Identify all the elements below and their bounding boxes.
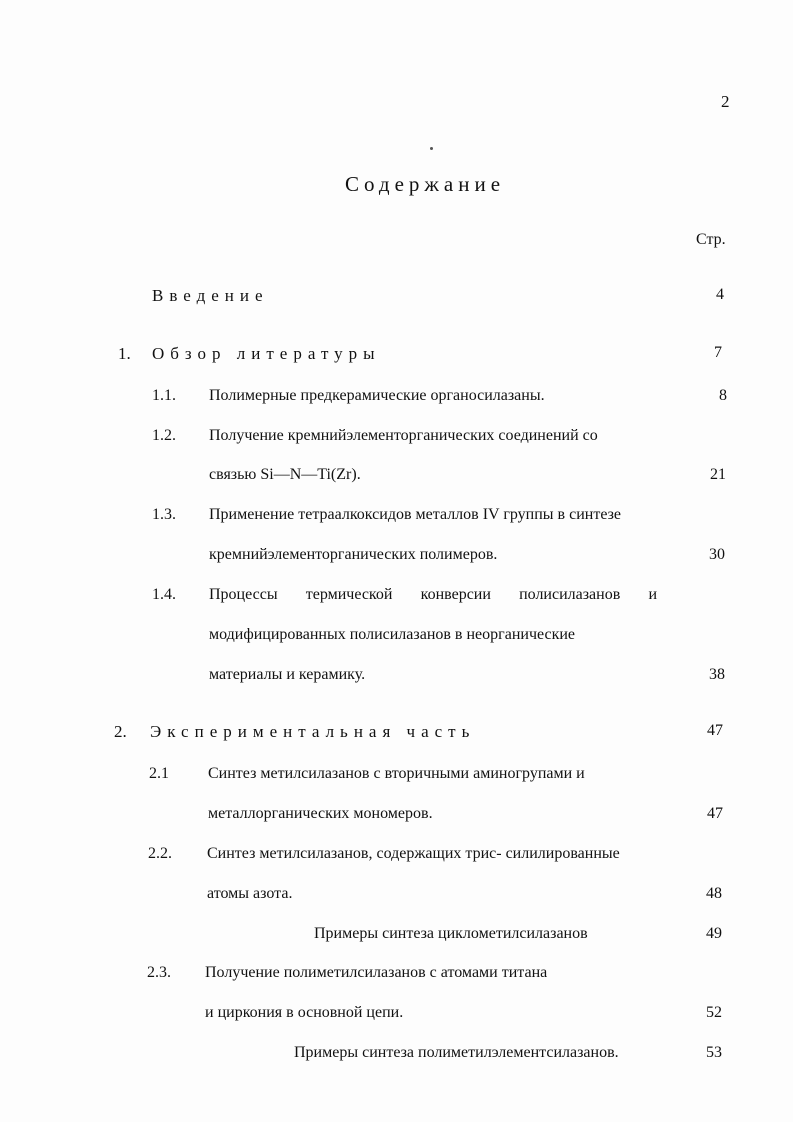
toc-item-text: Получение полиметилсилазанов с атомами титана bbox=[205, 964, 548, 981]
toc-subitem-text: Примеры синтеза полиметилэлементсилазанов. bbox=[294, 1044, 619, 1061]
toc-item-text: материалы и керамику. bbox=[209, 666, 366, 683]
toc-item-page: 21 bbox=[710, 466, 726, 483]
toc-item-page: 47 bbox=[707, 805, 723, 822]
toc-item-number: 1.3. bbox=[152, 506, 176, 523]
chapter1-title: Обзор литературы bbox=[152, 344, 381, 363]
toc-item-text: модифицированных полисилазанов в неорганические bbox=[209, 626, 576, 643]
chapter2-number: 2. bbox=[114, 722, 127, 741]
toc-item-text: Синтез метилсилазанов, содержащих трис- силилированные bbox=[207, 845, 620, 862]
toc-item-number: 1.1. bbox=[152, 387, 176, 404]
chapter2-page: 47 bbox=[707, 722, 723, 739]
toc-item-number: 2.1 bbox=[149, 765, 169, 782]
intro-label: Введение bbox=[152, 286, 269, 305]
toc-item-page: 48 bbox=[706, 885, 722, 902]
toc-item-page: 8 bbox=[719, 387, 727, 404]
toc-item-page: 30 bbox=[709, 546, 725, 563]
page-column-header: Стр. bbox=[696, 231, 726, 248]
speck-mark bbox=[430, 147, 433, 150]
chapter1-page: 7 bbox=[714, 344, 722, 361]
toc-item-text: кремнийэлементорганических полимеров. bbox=[209, 546, 498, 563]
toc-item-page: 52 bbox=[706, 1004, 722, 1021]
toc-item-page: 53 bbox=[706, 1044, 722, 1061]
toc-item-number: 1.4. bbox=[152, 586, 176, 603]
toc-item-text: и циркония в основной цепи. bbox=[205, 1004, 404, 1021]
toc-item-text: Получение кремнийэлементорганических соединений со bbox=[209, 427, 598, 444]
toc-item-text: Полимерные предкерамические органосилазаны. bbox=[209, 387, 545, 404]
toc-item-text: Синтез метилсилазанов с вторичными аминогрупами и bbox=[208, 765, 585, 782]
toc-item-text: Процессы термической конверсии полисилазанов и bbox=[209, 586, 657, 603]
toc-item-page: 49 bbox=[706, 925, 722, 942]
toc-item-text: Применение тетраалкоксидов металлов IV группы в синтезе bbox=[209, 506, 622, 523]
toc-item-number: 1.2. bbox=[152, 427, 176, 444]
chapter1-number: 1. bbox=[118, 344, 131, 363]
page-number: 2 bbox=[721, 92, 730, 111]
toc-item-number: 2.3. bbox=[147, 964, 171, 981]
intro-page: 4 bbox=[716, 286, 724, 303]
toc-item-page: 38 bbox=[709, 666, 725, 683]
toc-item-text: связью Si—N—Ti(Zr). bbox=[209, 466, 361, 483]
chapter2-title: Экспериментальная часть bbox=[150, 722, 476, 741]
toc-item-number: 2.2. bbox=[148, 845, 172, 862]
page-title: Содержание bbox=[345, 172, 506, 196]
toc-subitem-text: Примеры синтеза циклометилсилазанов bbox=[314, 925, 588, 942]
toc-item-text: атомы азота. bbox=[207, 885, 293, 902]
toc-item-text: металлорганических мономеров. bbox=[208, 805, 433, 822]
